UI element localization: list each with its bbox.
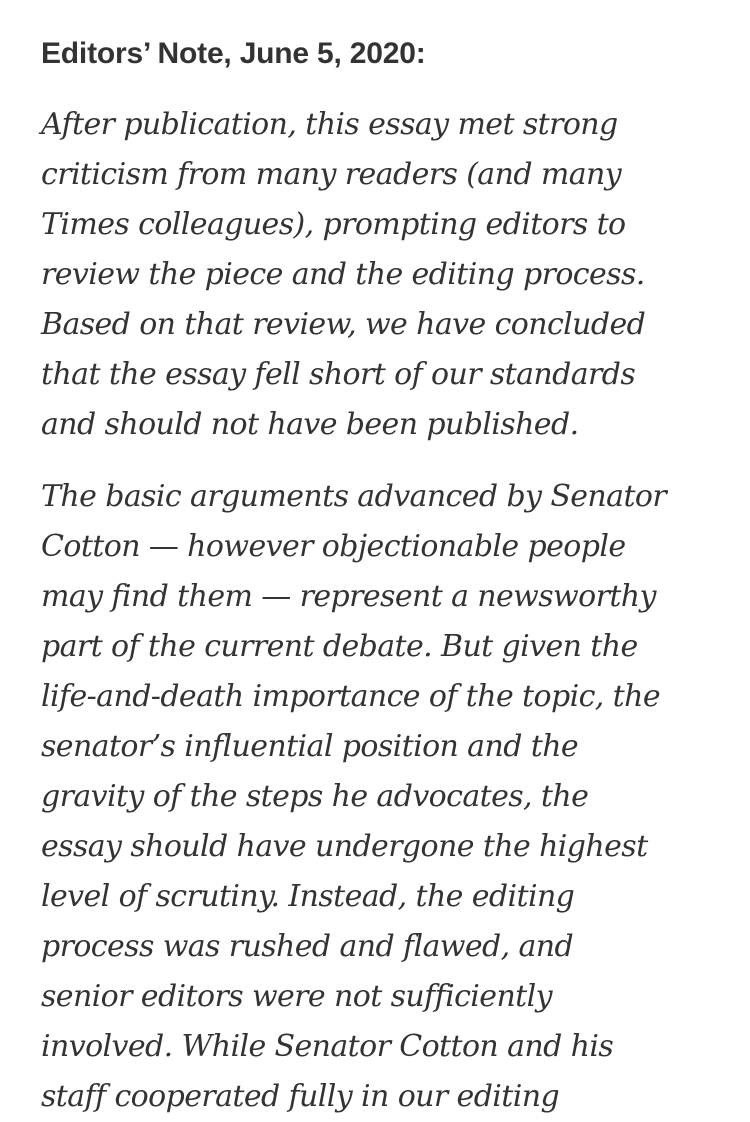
paragraph-line: Cotton — however objectionable people bbox=[41, 529, 626, 564]
paragraph-line: and should not have been published. bbox=[41, 407, 579, 442]
paragraph-line: review the piece and the editing process. bbox=[41, 257, 645, 292]
paragraph-spacer bbox=[41, 450, 731, 472]
paragraph-line: criticism from many readers (and many bbox=[41, 157, 622, 192]
paragraph-line: level of scrutiny. Instead, the editing bbox=[41, 879, 575, 914]
paragraph-line: Times colleagues), prompting editors to bbox=[41, 207, 626, 242]
editors-note bbox=[41, 36, 731, 1122]
paragraph-line: Based on that review, we have concluded bbox=[41, 307, 646, 342]
note-paragraph-2 bbox=[41, 472, 731, 1122]
paragraph-line: involved. While Senator Cotton and his bbox=[41, 1029, 614, 1064]
note-paragraph-1 bbox=[41, 100, 731, 450]
paragraph-line: process was rushed and flawed, and bbox=[41, 929, 574, 964]
paragraph-line: part of the current debate. But given the bbox=[41, 629, 638, 664]
paragraph-line: The basic arguments advanced by Senator bbox=[41, 479, 667, 514]
paragraph-line: gravity of the steps he advocates, the bbox=[41, 779, 589, 814]
paragraph-line: that the essay fell short of our standards bbox=[41, 357, 636, 392]
paragraph-line: staff cooperated fully in our editing bbox=[41, 1079, 560, 1114]
paragraph-line: After publication, this essay met strong bbox=[41, 107, 618, 142]
paragraph-line: life-and-death importance of the topic, the bbox=[41, 679, 660, 714]
paragraph-line: senior editors were not sufficiently bbox=[41, 979, 552, 1014]
paragraph-line: senator’s influential position and the bbox=[41, 729, 579, 764]
note-title: Editors’ Note, June 5, 2020: bbox=[41, 37, 426, 70]
paragraph-line: essay should have undergone the highest bbox=[41, 829, 648, 864]
paragraph-line: may find them — represent a newsworthy bbox=[41, 579, 656, 614]
